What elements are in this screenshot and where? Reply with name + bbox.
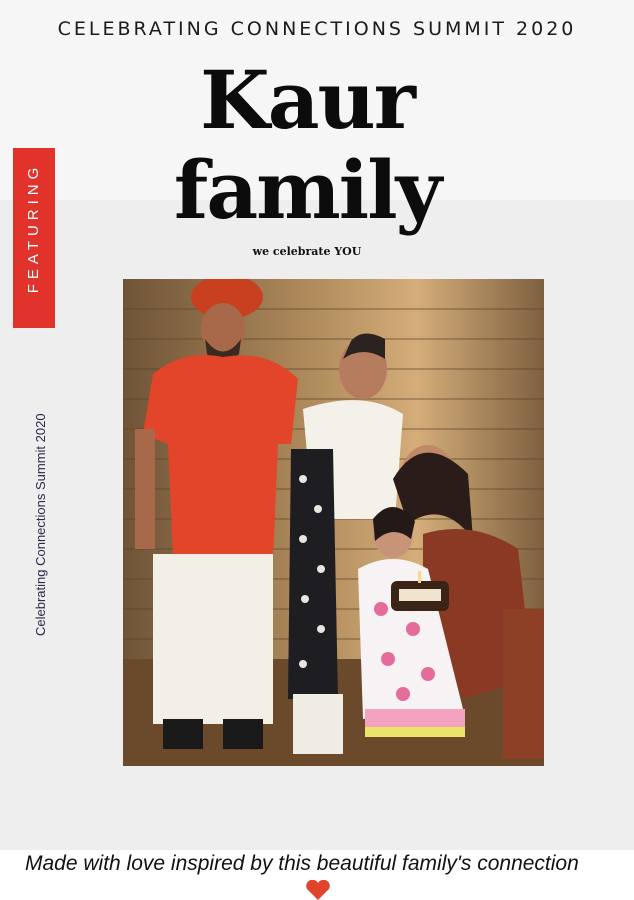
family-name-line1: Kaur — [200, 53, 414, 147]
family-photo-illustration — [123, 279, 544, 766]
vertical-summit-caption: Celebrating Connections Summit 2020 — [33, 413, 48, 636]
family-photo — [123, 279, 544, 766]
tagline: we celebrate YOU — [252, 245, 362, 258]
summit-title: CELEBRATING CONNECTIONS SUMMIT 2020 — [57, 18, 577, 40]
heart-icon — [305, 880, 331, 900]
featuring-label: FEATURING — [24, 162, 42, 294]
footer-message: Made with love inspired by this beautiful family's connection — [25, 852, 579, 875]
family-name-line2: family — [173, 143, 441, 237]
